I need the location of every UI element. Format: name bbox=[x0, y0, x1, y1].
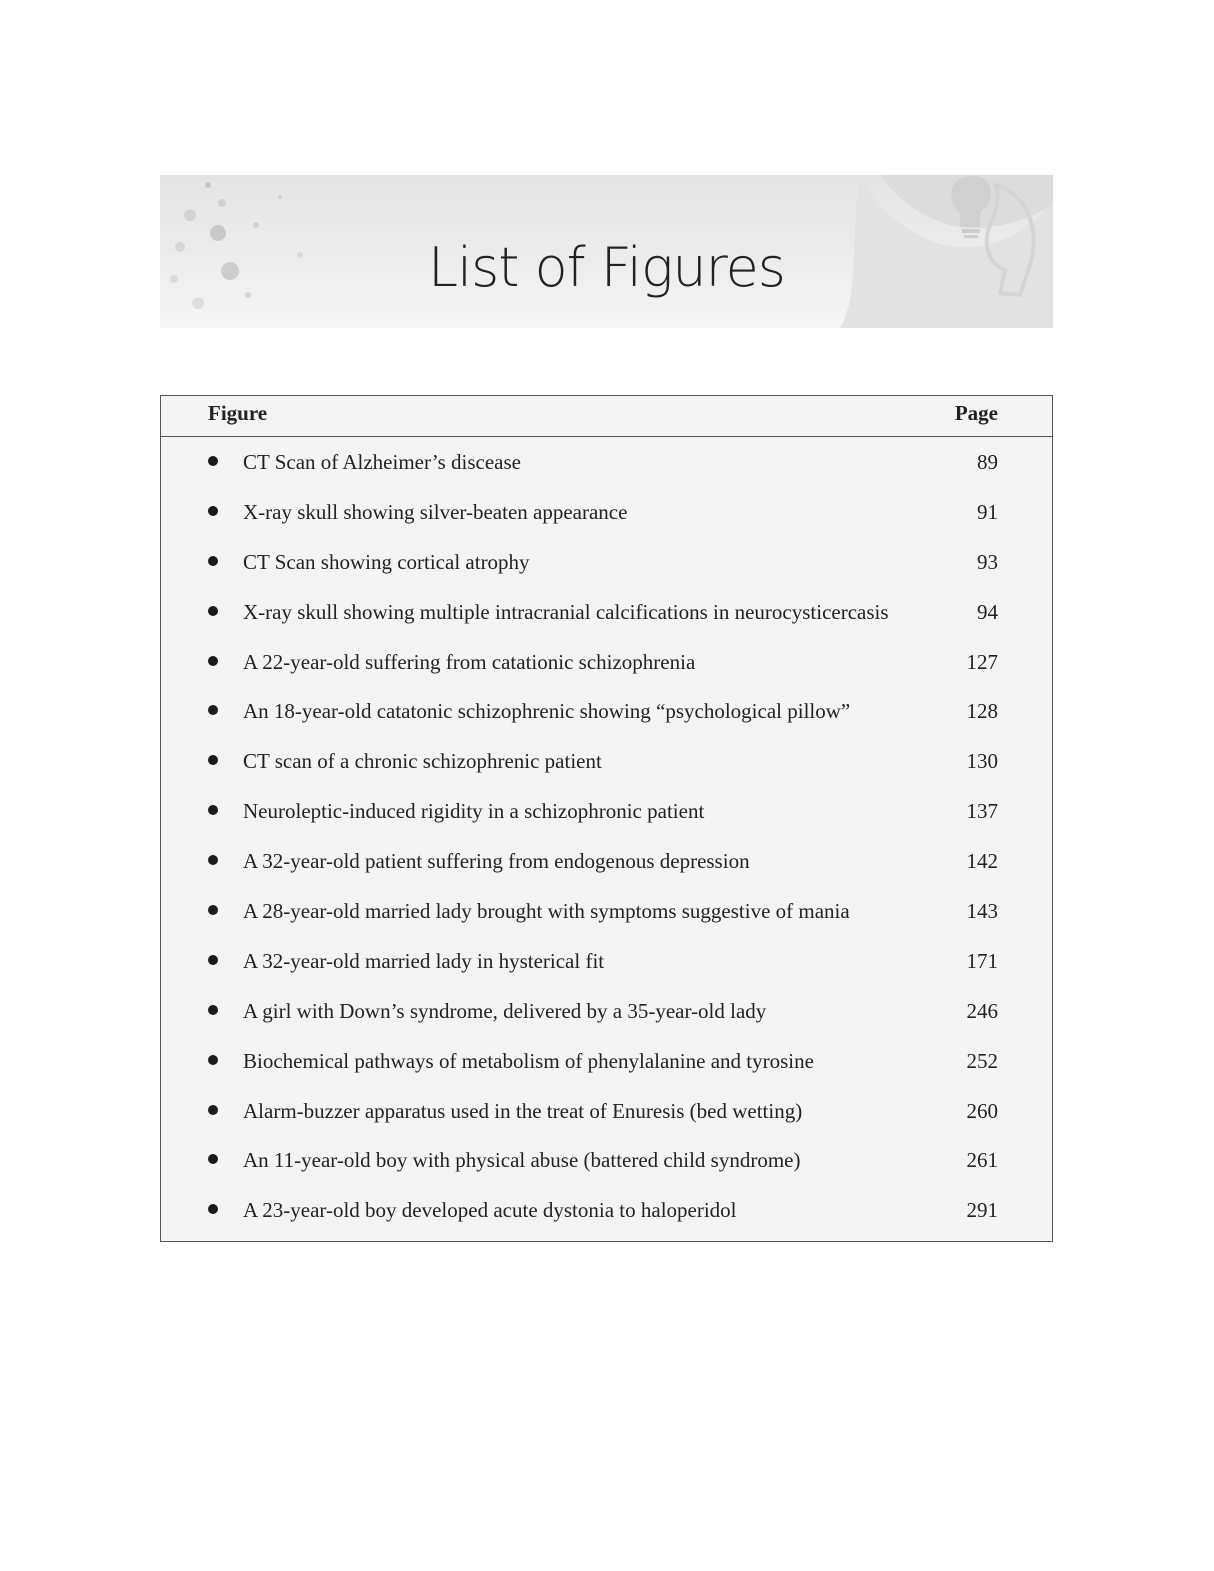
figure-title: A 23-year-old boy developed acute dystonia to haloperidol bbox=[243, 1198, 737, 1223]
page-number: 142 bbox=[966, 849, 998, 874]
bullet-icon bbox=[208, 556, 218, 566]
bullet-icon bbox=[208, 1154, 218, 1164]
bullet-icon bbox=[208, 456, 218, 466]
page-number: 291 bbox=[966, 1198, 998, 1223]
page-number: 137 bbox=[966, 799, 998, 824]
figure-title: X-ray skull showing multiple intracranial calcifications in neurocysticercasis bbox=[243, 599, 889, 624]
table-header bbox=[161, 396, 1052, 437]
figure-title: A girl with Down’s syndrome, delivered by a 35-year-old lady bbox=[243, 998, 767, 1023]
bullet-icon bbox=[208, 955, 218, 965]
bullet-icon bbox=[208, 805, 218, 815]
bullet-icon bbox=[208, 1204, 218, 1214]
list-item bbox=[161, 537, 1052, 587]
figure-title: Biochemical pathways of metabolism of phenylalanine and tyrosine bbox=[243, 1048, 814, 1073]
list-item bbox=[161, 1086, 1052, 1136]
figures-table bbox=[160, 395, 1053, 1242]
page-number: 246 bbox=[966, 998, 998, 1023]
page-number: 94 bbox=[977, 599, 998, 624]
list-item bbox=[161, 487, 1052, 537]
figure-title: Alarm-buzzer apparatus used in the treat of Enuresis (bed wetting) bbox=[243, 1098, 803, 1123]
bullet-icon bbox=[208, 705, 218, 715]
page-number: 127 bbox=[966, 649, 998, 674]
list-item bbox=[161, 736, 1052, 786]
list-item bbox=[161, 1036, 1052, 1086]
list-item bbox=[161, 786, 1052, 836]
list-item bbox=[161, 836, 1052, 886]
page-number: 252 bbox=[966, 1048, 998, 1073]
page-number: 260 bbox=[966, 1098, 998, 1123]
list-item bbox=[161, 437, 1052, 487]
page-number: 171 bbox=[966, 948, 998, 973]
column-header-figure: Figure bbox=[208, 401, 268, 425]
list-item bbox=[161, 637, 1052, 687]
figure-title: An 18-year-old catatonic schizophrenic showing “psychological pillow” bbox=[243, 699, 851, 724]
figure-title: A 32-year-old patient suffering from endogenous depression bbox=[243, 849, 750, 874]
figure-title: X-ray skull showing silver-beaten appearance bbox=[243, 499, 628, 524]
bullet-icon bbox=[208, 1005, 218, 1015]
list-item bbox=[161, 1185, 1052, 1235]
figure-title: CT Scan showing cortical atrophy bbox=[243, 549, 530, 574]
page-title: List of Figures bbox=[428, 236, 785, 299]
figure-title: An 11-year-old boy with physical abuse (battered child syndrome) bbox=[243, 1148, 801, 1173]
bullet-icon bbox=[208, 905, 218, 915]
figure-title: A 28-year-old married lady brought with symptoms suggestive of mania bbox=[243, 899, 850, 924]
bullet-icon bbox=[208, 506, 218, 516]
figure-title: CT scan of a chronic schizophrenic patient bbox=[243, 749, 602, 774]
page-number: 143 bbox=[966, 899, 998, 924]
bullet-icon bbox=[208, 1055, 218, 1065]
list-item bbox=[161, 587, 1052, 637]
list-item bbox=[161, 686, 1052, 736]
page-number: 130 bbox=[966, 749, 998, 774]
list-item bbox=[161, 986, 1052, 1036]
figure-title: A 22-year-old suffering from catationic schizophrenia bbox=[243, 649, 696, 674]
bullet-icon bbox=[208, 606, 218, 616]
page-number: 128 bbox=[966, 699, 998, 724]
column-header-page: Page bbox=[954, 401, 998, 425]
page-number: 91 bbox=[977, 499, 998, 524]
list-item bbox=[161, 1135, 1052, 1185]
title-banner bbox=[160, 175, 1053, 328]
list-item bbox=[161, 886, 1052, 936]
page-number: 93 bbox=[977, 549, 998, 574]
bullet-icon bbox=[208, 855, 218, 865]
figure-title: Neuroleptic-induced rigidity in a schizophronic patient bbox=[243, 799, 705, 824]
figure-list bbox=[161, 437, 1052, 1235]
figure-title: A 32-year-old married lady in hysterical fit bbox=[243, 948, 605, 973]
page-number: 261 bbox=[966, 1148, 998, 1173]
list-item bbox=[161, 936, 1052, 986]
bullet-icon bbox=[208, 755, 218, 765]
page-number: 89 bbox=[977, 450, 998, 474]
bullet-icon bbox=[208, 1105, 218, 1115]
bullet-icon bbox=[208, 656, 218, 666]
figure-title: CT Scan of Alzheimer’s discease bbox=[243, 450, 521, 474]
